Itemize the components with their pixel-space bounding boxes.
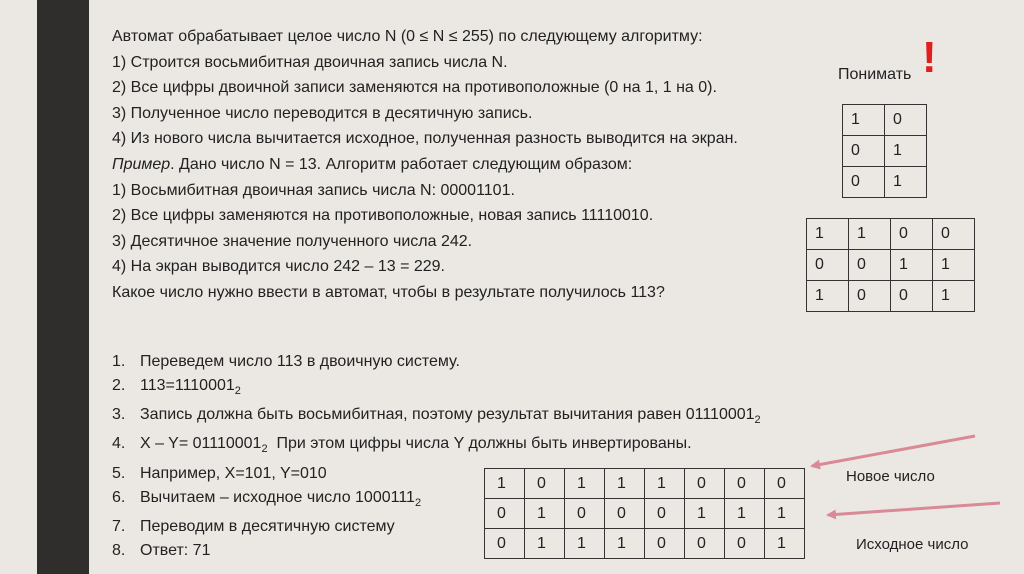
table-row <box>843 105 927 136</box>
label-original-number: Исходное число <box>856 536 969 553</box>
solution-step <box>112 350 761 374</box>
table-cell: 1 <box>807 219 849 250</box>
table-cell: 1 <box>885 136 927 167</box>
step-text: Переводим в десятичную систему <box>140 517 395 535</box>
table-cell: 1 <box>565 469 605 499</box>
table-cell: 1 <box>605 469 645 499</box>
step-number: 3. <box>112 406 126 424</box>
task-line: Автомат обрабатывает целое число N (0 ≤ N ≤ 255) по следующему алгоритму: <box>112 28 703 45</box>
label-new-number: Новое число <box>846 468 935 485</box>
step-subscript: 2 <box>414 496 422 509</box>
table-cell: 0 <box>891 219 933 250</box>
table-cell: 0 <box>725 529 765 559</box>
step-text: Например, X=101, Y=010 <box>140 464 327 482</box>
binary-table-big <box>484 468 805 559</box>
exclamation-mark: ! <box>922 33 937 82</box>
table-cell: 1 <box>685 499 725 529</box>
table-row <box>807 250 975 281</box>
step-number: 8. <box>112 541 126 559</box>
arrow-new-number <box>812 436 975 466</box>
table-row <box>485 529 805 559</box>
example-line: 4) На экран выводится число 242 – 13 = 229. <box>112 258 445 276</box>
table-cell: 0 <box>485 499 525 529</box>
task-text <box>112 24 812 306</box>
task-line: 3) Полученное число переводится в десятичную запись. <box>112 104 533 122</box>
table-cell: 0 <box>765 469 805 499</box>
table-cell: 1 <box>765 499 805 529</box>
question: Какое число нужно ввести в автомат, чтобы в результате получилось 113? <box>112 283 665 301</box>
step-text: 113=1110001 <box>140 377 235 394</box>
table-cell: 1 <box>843 105 885 136</box>
table-cell: 0 <box>843 167 885 198</box>
table-cell: 0 <box>685 529 725 559</box>
table-cell: 1 <box>645 469 685 499</box>
arrow-original-number <box>828 503 1000 515</box>
hint-label: Понимать <box>838 66 912 83</box>
example-line: 3) Десятичное значение полученного числа 242. <box>112 232 473 250</box>
inversion-table-mid <box>806 218 975 312</box>
table-cell: 1 <box>807 281 849 312</box>
step-text: Вычитаем – исходное число 1000111 <box>140 488 415 506</box>
table-cell: 0 <box>725 469 765 499</box>
table-row <box>843 167 927 198</box>
step-number: 6. <box>112 488 126 506</box>
solution-step <box>112 374 761 403</box>
step-text-after: При этом цифры числа Y должны быть инвертированы. <box>267 435 692 453</box>
task-line: 2) Все цифры двоичной записи заменяются на противоположные (0 на 1, 1 на 0). <box>112 79 717 97</box>
table-row <box>843 136 927 167</box>
table-cell: 0 <box>525 469 565 499</box>
table-cell: 1 <box>525 529 565 559</box>
example-label: Пример <box>112 155 171 173</box>
table-cell: 1 <box>485 469 525 499</box>
table-cell: 0 <box>849 281 891 312</box>
table-row <box>485 469 805 499</box>
table-cell: 1 <box>885 167 927 198</box>
example-line: 2) Все цифры заменяются на противоположные, новая запись 11110010. <box>112 207 654 225</box>
step-subscript: 2 <box>234 385 241 398</box>
table-cell: 1 <box>765 529 805 559</box>
table-cell: 0 <box>565 499 605 529</box>
table-cell: 0 <box>843 136 885 167</box>
solution-step <box>112 432 761 461</box>
step-number: 7. <box>112 517 126 535</box>
example-line: 1) Восьмибитная двоичная запись числа N: 00001101. <box>112 181 515 199</box>
table-cell: 0 <box>645 499 685 529</box>
table-cell: 1 <box>525 499 565 529</box>
example-text: . Дано число N = 13. Алгоритм работает следующим образом: <box>170 155 633 173</box>
table-cell: 0 <box>645 529 685 559</box>
table-row <box>807 281 975 312</box>
step-subscript: 2 <box>754 414 761 427</box>
task-line: 1) Строится восьмибитная двоичная запись числа N. <box>112 53 508 71</box>
step-text: Ответ: 71 <box>140 541 211 559</box>
table-cell: 1 <box>891 250 933 281</box>
example-heading <box>112 152 812 178</box>
table-cell: 1 <box>605 529 645 559</box>
solution-step <box>112 403 761 432</box>
step-text: Переведем число 113 в двоичную систему. <box>140 353 460 370</box>
step-number: 5. <box>112 464 126 482</box>
table-cell: 1 <box>933 250 975 281</box>
task-line: 4) Из нового числа вычитается исходное, полученная разность выводится на экран. <box>112 130 738 148</box>
table-cell: 0 <box>485 529 525 559</box>
table-cell: 0 <box>933 219 975 250</box>
table-cell: 0 <box>807 250 849 281</box>
step-subscript: 2 <box>261 443 268 456</box>
table-cell: 1 <box>933 281 975 312</box>
inversion-table-small <box>842 104 927 198</box>
table-cell: 0 <box>891 281 933 312</box>
step-number: 4. <box>112 435 126 453</box>
step-text: Запись должна быть восьмибитная, поэтому результат вычитания равен 01110001 <box>140 406 755 424</box>
table-cell: 1 <box>849 219 891 250</box>
table-cell: 0 <box>849 250 891 281</box>
table-cell: 0 <box>885 105 927 136</box>
step-number: 1. <box>112 353 126 370</box>
table-cell: 1 <box>565 529 605 559</box>
step-text: X – Y= 01110001 <box>140 435 262 453</box>
table-cell: 0 <box>605 499 645 529</box>
sidebar-bar <box>37 0 89 574</box>
table-row <box>807 219 975 250</box>
table-row <box>485 499 805 529</box>
table-cell: 0 <box>685 469 725 499</box>
step-number: 2. <box>112 377 126 394</box>
table-cell: 1 <box>725 499 765 529</box>
